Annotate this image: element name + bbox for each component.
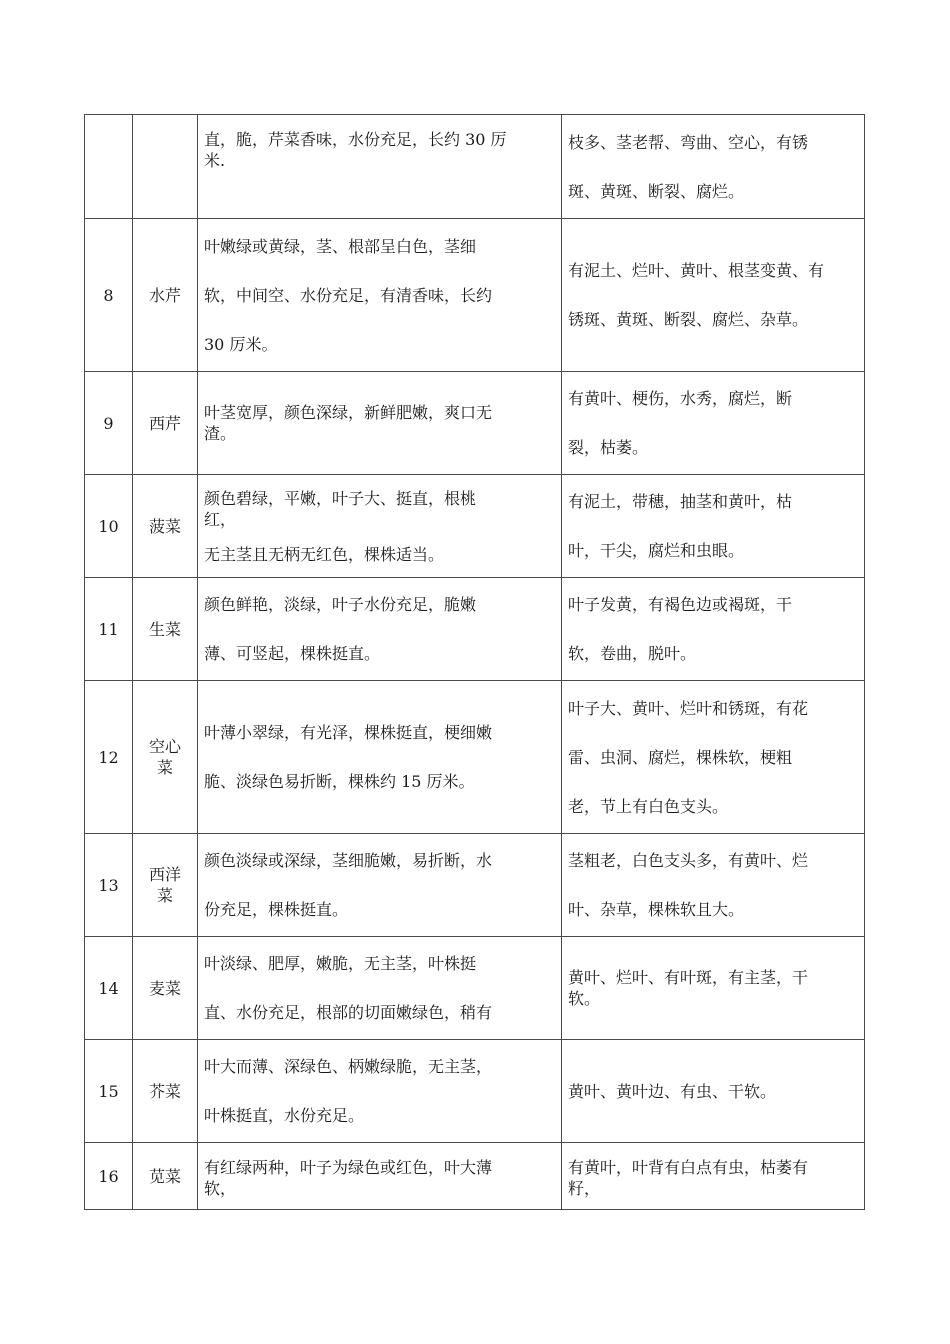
vegetable-name: 水芹 <box>133 219 198 372</box>
vegetable-name: 西洋菜 <box>133 834 198 937</box>
table-row <box>85 372 865 475</box>
good-quality-description: 颜色鲜艳，淡绿，叶子水份充足，脆嫩 薄、可竖起，棵株挺直。 <box>198 578 562 681</box>
good-quality-description: 叶嫩绿或黄绿，茎、根部呈白色，茎细 软，中间空、水份充足，有清香味，长约 30 厉米。 <box>198 219 562 372</box>
row-number: 12 <box>85 681 133 834</box>
poor-quality-description: 有黄叶，叶背有白点有虫，枯萎有 籽， <box>562 1143 865 1210</box>
row-number: 9 <box>85 372 133 475</box>
vegetable-name <box>133 115 198 219</box>
vegetable-name: 西芹 <box>133 372 198 475</box>
row-number: 16 <box>85 1143 133 1210</box>
row-number: 8 <box>85 219 133 372</box>
row-number: 10 <box>85 475 133 578</box>
table-row <box>85 219 865 372</box>
table-row <box>85 115 865 219</box>
good-quality-description: 颜色碧绿，平嫩，叶子大、挺直，根桃 红， 无主茎且无柄无红色，棵株适当。 <box>198 475 562 578</box>
table-row <box>85 475 865 578</box>
good-quality-description: 叶淡绿、肥厚，嫩脆，无主茎，叶株挺 直、水份充足，根部的切面嫩绿色，稍有 <box>198 937 562 1040</box>
good-quality-description: 叶大而薄、深绿色、柄嫩绿脆，无主茎， 叶株挺直，水份充足。 <box>198 1040 562 1143</box>
good-quality-description: 叶薄小翠绿，有光泽，棵株挺直，梗细嫩 脆、淡绿色易折断，棵株约 15 厉米。 <box>198 681 562 834</box>
table-row <box>85 578 865 681</box>
poor-quality-description: 枝多、茎老帮、弯曲、空心，有锈 斑、黄斑、断裂、腐烂。 <box>562 115 865 219</box>
table-row <box>85 834 865 937</box>
table-row <box>85 1040 865 1143</box>
row-number: 11 <box>85 578 133 681</box>
vegetable-name: 苋菜 <box>133 1143 198 1210</box>
table-row <box>85 1143 865 1210</box>
poor-quality-description: 黄叶、烂叶、有叶斑，有主茎，干 软。 <box>562 937 865 1040</box>
poor-quality-description: 叶子发黄，有褐色边或褐斑，干 软，卷曲，脱叶。 <box>562 578 865 681</box>
vegetable-name: 麦菜 <box>133 937 198 1040</box>
vegetable-name: 菠菜 <box>133 475 198 578</box>
poor-quality-description: 有泥土、烂叶、黄叶、根茎变黄、有 锈斑、黄斑、断裂、腐烂、杂草。 <box>562 219 865 372</box>
poor-quality-description: 有黄叶、梗伤，水秀，腐烂，断 裂，枯萎。 <box>562 372 865 475</box>
poor-quality-description: 有泥土，带穗，抽茎和黄叶，枯 叶，干尖，腐烂和虫眼。 <box>562 475 865 578</box>
table-row <box>85 937 865 1040</box>
row-number: 14 <box>85 937 133 1040</box>
vegetable-quality-table-page <box>84 114 864 1210</box>
vegetable-name: 生菜 <box>133 578 198 681</box>
poor-quality-description: 茎粗老，白色支头多，有黄叶、烂 叶、杂草，棵株软且大。 <box>562 834 865 937</box>
good-quality-description: 叶茎宽厚，颜色深绿，新鲜肥嫩，爽口无 渣。 <box>198 372 562 475</box>
good-quality-description: 颜色淡绿或深绿，茎细脆嫩，易折断，水 份充足，棵株挺直。 <box>198 834 562 937</box>
good-quality-description: 有红绿两种，叶子为绿色或红色，叶大薄 软， <box>198 1143 562 1210</box>
row-number: 15 <box>85 1040 133 1143</box>
poor-quality-description: 黄叶、黄叶边、有虫、干软。 <box>562 1040 865 1143</box>
table-row <box>85 681 865 834</box>
poor-quality-description: 叶子大、黄叶、烂叶和锈斑，有花 雷、虫洞、腐烂，棵株软，梗粗 老，节上有白色支头。 <box>562 681 865 834</box>
row-number <box>85 115 133 219</box>
vegetable-name: 芥菜 <box>133 1040 198 1143</box>
good-quality-description: 直，脆，芹菜香味，水份充足，长约 30 厉 米. <box>198 115 562 219</box>
vegetable-quality-table <box>84 114 865 1210</box>
row-number: 13 <box>85 834 133 937</box>
vegetable-name: 空心菜 <box>133 681 198 834</box>
